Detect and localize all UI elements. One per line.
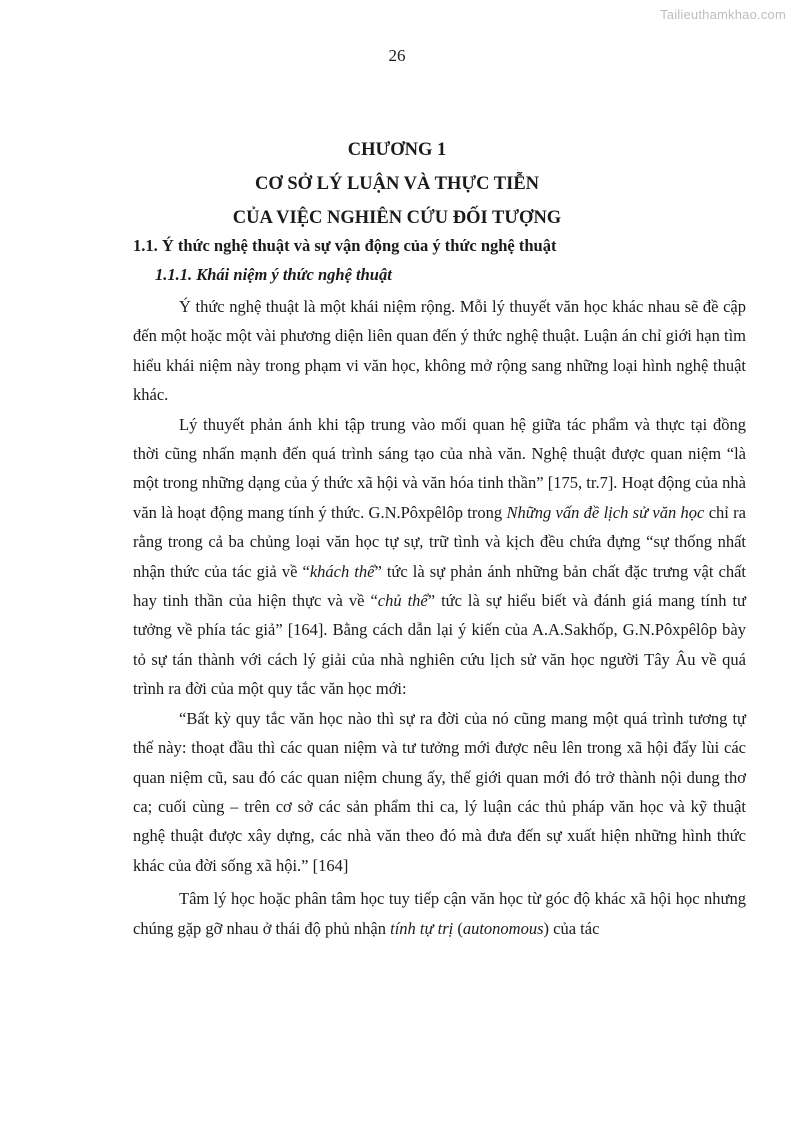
chapter-title-line-2: CỦA VIỆC NGHIÊN CỨU ĐỐI TƯỢNG (232, 208, 562, 228)
subsection-heading: 1.1.1. Khái niệm ý thức nghệ thuật (155, 265, 392, 284)
paragraph-1: Ý thức nghệ thuật là một khái niệm rộng. Mỗi lý thuyết văn học khác nhau sẽ đề cập đến một hoặc một vài phương diện liên quan đến ý thức nghệ thuật. Luận án chỉ giới hạn tìm hiểu khái niệm này trong phạm vi văn học, không mở rộng sang những loại hình nghệ thuật khác. (133, 297, 746, 405)
chapter-number: CHƯƠNG 1 (347, 140, 447, 160)
paragraph-2-term-object: khách thể (309, 561, 375, 581)
paragraph-4 (133, 884, 746, 943)
paragraph-4-text-1: Tâm lý học hoặc phân tâm học tuy tiếp cận văn học từ góc độ khác xã hội học nhưng chúng gặp gỡ nhau ở thái độ phủ nhận (133, 889, 746, 938)
section-heading: 1.1. Ý thức nghệ thuật và sự vận động của ý thức nghệ thuật (133, 236, 557, 255)
watermark: Tailieuthamkhao.com (660, 7, 786, 22)
paragraph-2-term-subject: chủ thể (377, 591, 428, 611)
paragraph-2-text-2: chỉ ra rằng trong cả ba chủng loại văn học tự sự, trữ tình và kịch đều chứa đựng “sự thống nhất nhận thức của tác giả về “ (133, 502, 747, 581)
paragraph-2-text-4: ” tức là sự hiểu biết và đánh giá mang tính tư tưởng về phía tác giả” [164]. Bằng cách dẫn lại ý kiến của A.A.Sakhốp, G.N.Pôxpêlôp bày tỏ sự tán thành với cách lý giải của nhà nghiên cứu lịch sử văn học người Tây Âu về quá trình ra đời của một quy tắc văn học mới: (133, 591, 746, 699)
paragraph-2-text-3: ” tức là sự phản ánh những bản chất đặc trưng vật chất hay tinh thần của hiện thực và về “ (133, 561, 746, 611)
paragraph-4-text-3: ) của tác (543, 918, 600, 938)
paragraph-2 (133, 410, 746, 704)
chapter-title-line-1: CƠ SỞ LÝ LUẬN VÀ THỰC TIỄN (254, 174, 540, 194)
paragraph-3-quote: “Bất kỳ quy tắc văn học nào thì sự ra đời của nó cũng mang một quá trình tương tự thế này: thoạt đầu thì các quan niệm và tư tưởng mới được nêu lên trong xã hội đẩy lùi các quan niệm cũ, sau đó các quan niệm chung ấy, thế giới quan mới đó trở thành nội dung thơ ca; cuối cùng – trên cơ sở các sản phẩm thi ca, lý luận các thủ pháp văn học và kỹ thuật nghệ thuật được xây dựng, các nhà văn theo đó mà đưa đến sự xuất hiện những hình thức khác của đời sống xã hội.” [164] (133, 708, 746, 875)
paragraph-4-term-autonomous: autonomous (462, 918, 544, 938)
paragraph-4-text-2: ( (453, 918, 463, 938)
body-text (133, 292, 746, 943)
page-number: 26 (388, 46, 406, 65)
paragraph-4-term-autonomy: tính tự trị (390, 918, 454, 938)
paragraph-2-book-title: Những vấn đề lịch sử văn học (506, 502, 705, 522)
chapter-heading (0, 133, 794, 235)
paragraph-2-text-1: Lý thuyết phản ánh khi tập trung vào mối quan hệ giữa tác phẩm và thực tại đồng thời cũng nhấn mạnh đến quá trình sáng tạo của nhà văn. Nghệ thuật được quan niệm “là một trong những dạng của ý thức xã hội và văn hóa tinh thần” [175, tr.7]. Hoạt động của nhà văn là hoạt động mang tính ý thức. G.N.Pôxpêlôp trong (133, 414, 746, 522)
